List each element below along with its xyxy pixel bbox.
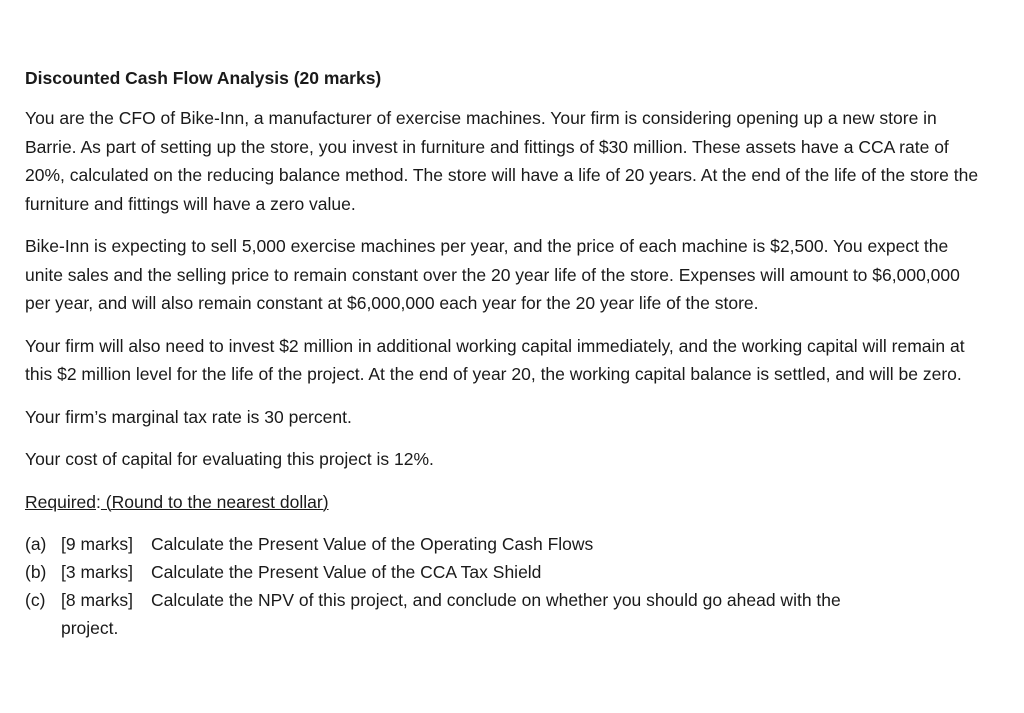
question-text: Calculate the Present Value of the CCA Tax Shield bbox=[151, 562, 542, 582]
question-letter: (b) bbox=[25, 562, 47, 582]
question-marks: [3 marks] bbox=[61, 562, 133, 582]
paragraph-working-capital: Your firm will also need to invest $2 million in additional working capital immediately, and the working capital will remain at this $2 million level for the life of the project. At the end of year 20, the working capital balance is settled, and will be zero. bbox=[25, 335, 965, 384]
document bbox=[25, 66, 985, 642]
document-title: Discounted Cash Flow Analysis (20 marks) bbox=[25, 68, 382, 88]
paragraph-sales: Bike-Inn is expecting to sell 5,000 exercise machines per year, and the price of each machine is $2,500. You expect the unite sales and the selling price to remain constant over the 20 year life of the store. Expenses will amount to $6,000,000 per year, and will also remain constant at $6,000,000 each year for the 20 year life of the store. bbox=[25, 236, 960, 313]
question-text-continuation: project. bbox=[61, 618, 119, 638]
question-text: Calculate the NPV of this project, and conclude on whether you should go ahead with the bbox=[151, 590, 841, 610]
question-item-c bbox=[25, 586, 985, 642]
question-letter: (a) bbox=[25, 534, 47, 554]
paragraph-cost-of-capital: Your cost of capital for evaluating this project is 12%. bbox=[25, 449, 434, 469]
question-item-b bbox=[25, 558, 985, 586]
required-note: (Round to the nearest dollar) bbox=[100, 491, 329, 512]
question-marks: [9 marks] bbox=[61, 534, 133, 554]
question-list bbox=[25, 530, 985, 642]
question-text: Calculate the Present Value of the Operating Cash Flows bbox=[151, 534, 594, 554]
question-item-a bbox=[25, 530, 985, 558]
required-label: Required bbox=[25, 491, 97, 512]
paragraph-intro: You are the CFO of Bike-Inn, a manufacturer of exercise machines. Your firm is considering opening up a new store in Barrie. As part of setting up the store, you invest in furniture and fittings of $30 million. These assets have a CCA rate of 20%, calculated on the reducing balance method. The store will have a life of 20 years. At the end of the life of the store the furniture and fittings will have a zero value. bbox=[25, 108, 979, 214]
question-letter: (c) bbox=[25, 590, 46, 610]
required-colon: : bbox=[96, 491, 101, 512]
paragraph-tax-rate: Your firm’s marginal tax rate is 30 percent. bbox=[25, 406, 352, 427]
question-marks: [8 marks] bbox=[61, 590, 133, 610]
required-line bbox=[25, 488, 985, 517]
